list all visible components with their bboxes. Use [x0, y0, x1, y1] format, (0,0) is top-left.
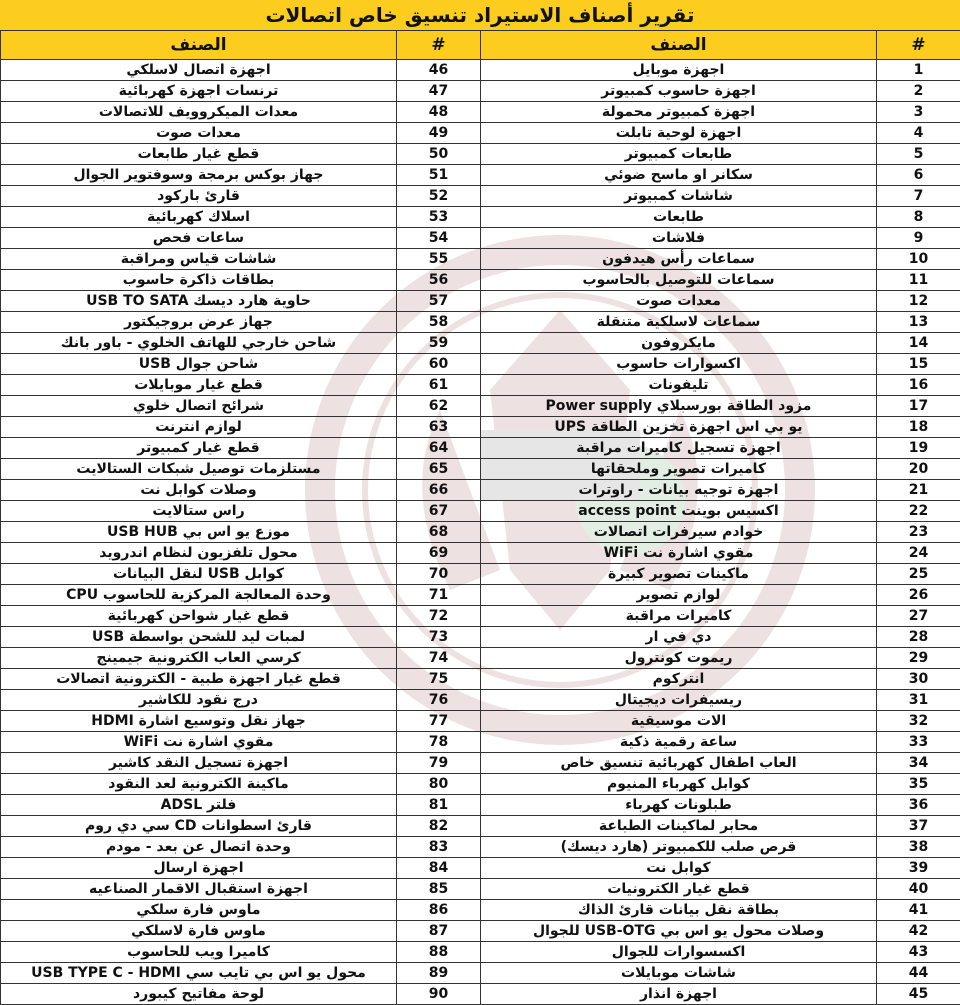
- row-item: اسلاك كهربائية: [1, 207, 397, 228]
- row-number: 23: [877, 522, 960, 543]
- row-number: 67: [397, 501, 481, 522]
- row-item: اجهزة كمبيوتر محمولة: [481, 102, 877, 123]
- row-number: 27: [877, 606, 960, 627]
- row-item: اجهزة لوحية تابلت: [481, 123, 877, 144]
- row-number: 78: [397, 732, 481, 753]
- row-item: قطع غيار كمبيوتر: [1, 438, 397, 459]
- row-item: معدات الميكروويف للاتصالات: [1, 102, 397, 123]
- row-item: موزع يو اس بي USB HUB: [1, 522, 397, 543]
- row-item: ريسيفرات ديجيتال: [481, 690, 877, 711]
- row-item: اجهزة استقبال الاقمار الصناعيه: [1, 879, 397, 900]
- row-number: 52: [397, 186, 481, 207]
- header-number-left: #: [397, 31, 481, 60]
- row-item: دي في ار: [481, 627, 877, 648]
- table-row: [1, 186, 960, 207]
- row-number: 47: [397, 81, 481, 102]
- row-item: قطع غيار موبايلات: [1, 375, 397, 396]
- row-number: 75: [397, 669, 481, 690]
- row-number: 69: [397, 543, 481, 564]
- row-number: 39: [877, 858, 960, 879]
- row-number: 21: [877, 480, 960, 501]
- row-item: لوحة مفاتيح كيبورد: [1, 984, 397, 1005]
- table-row: [1, 942, 960, 963]
- row-item: اجهزة انذار: [481, 984, 877, 1005]
- row-item: محابر لماكينات الطباعة: [481, 816, 877, 837]
- header-item-right: الصنف: [481, 31, 877, 60]
- row-number: 33: [877, 732, 960, 753]
- row-number: 4: [877, 123, 960, 144]
- row-number: 82: [397, 816, 481, 837]
- row-item: ماوس فارة لاسلكي: [1, 921, 397, 942]
- table-row: [1, 480, 960, 501]
- row-number: 25: [877, 564, 960, 585]
- row-item: قطع غيار طابعات: [1, 144, 397, 165]
- row-number: 65: [397, 459, 481, 480]
- row-number: 72: [397, 606, 481, 627]
- row-item: فلاشات: [481, 228, 877, 249]
- row-item: شاشات كمبيوتر: [481, 186, 877, 207]
- row-item: وصلات كوابل نت: [1, 480, 397, 501]
- row-number: 20: [877, 459, 960, 480]
- table-row: [1, 354, 960, 375]
- row-number: 2: [877, 81, 960, 102]
- row-item: معدات صوت: [481, 291, 877, 312]
- row-item: راس ستالايت: [1, 501, 397, 522]
- row-item: كاميرات مراقبة: [481, 606, 877, 627]
- row-item: محول يو اس بي تايب سي USB TYPE C - HDMI: [1, 963, 397, 984]
- row-item: اجهزة اتصال لاسلكي: [1, 60, 397, 81]
- report-title: تقرير أصناف الاستيراد تنسيق خاص اتصالات: [0, 0, 960, 31]
- row-item: كرسي العاب الكترونية جيمينج: [1, 648, 397, 669]
- row-item: معدات صوت: [1, 123, 397, 144]
- row-item: ماكينات تصوير كبيرة: [481, 564, 877, 585]
- row-number: 37: [877, 816, 960, 837]
- row-number: 90: [397, 984, 481, 1005]
- table-row: [1, 207, 960, 228]
- row-number: 89: [397, 963, 481, 984]
- row-number: 1: [877, 60, 960, 81]
- row-number: 70: [397, 564, 481, 585]
- table-row: [1, 270, 960, 291]
- row-item: قارئ اسطوانات CD سي دي روم: [1, 816, 397, 837]
- table-row: [1, 984, 960, 1005]
- row-item: لمبات ليد للشحن بواسطة USB: [1, 627, 397, 648]
- row-number: 79: [397, 753, 481, 774]
- row-number: 59: [397, 333, 481, 354]
- row-item: يو بي اس اجهزة تخزين الطاقة UPS: [481, 417, 877, 438]
- row-item: سماعات لاسلكية متنقلة: [481, 312, 877, 333]
- table-row: [1, 816, 960, 837]
- row-item: ساعات فحص: [1, 228, 397, 249]
- row-item: مايكروفون: [481, 333, 877, 354]
- row-item: قطع غيار الكترونيات: [481, 879, 877, 900]
- row-number: 48: [397, 102, 481, 123]
- table-row: [1, 165, 960, 186]
- row-number: 49: [397, 123, 481, 144]
- row-number: 22: [877, 501, 960, 522]
- table-row: [1, 795, 960, 816]
- row-number: 46: [397, 60, 481, 81]
- table-row: [1, 921, 960, 942]
- row-number: 58: [397, 312, 481, 333]
- row-number: 15: [877, 354, 960, 375]
- header-number-right: #: [877, 31, 960, 60]
- row-item: وحدة المعالجة المركزية للحاسوب CPU: [1, 585, 397, 606]
- row-item: شرائح اتصال خلوي: [1, 396, 397, 417]
- row-number: 68: [397, 522, 481, 543]
- row-number: 19: [877, 438, 960, 459]
- row-number: 88: [397, 942, 481, 963]
- row-item: اكسوارات حاسوب: [481, 354, 877, 375]
- row-number: 17: [877, 396, 960, 417]
- row-item: تليفونات: [481, 375, 877, 396]
- row-number: 40: [877, 879, 960, 900]
- row-number: 7: [877, 186, 960, 207]
- row-number: 5: [877, 144, 960, 165]
- row-number: 6: [877, 165, 960, 186]
- row-number: 55: [397, 249, 481, 270]
- table-row: [1, 564, 960, 585]
- row-number: 76: [397, 690, 481, 711]
- row-item: شاشات قياس ومراقبة: [1, 249, 397, 270]
- table-row: [1, 837, 960, 858]
- row-number: 51: [397, 165, 481, 186]
- row-number: 85: [397, 879, 481, 900]
- row-item: شاحن جوال USB: [1, 354, 397, 375]
- row-item: جهاز بوكس برمجة وسوفتوير الجوال: [1, 165, 397, 186]
- table-row: [1, 123, 960, 144]
- row-number: 31: [877, 690, 960, 711]
- row-number: 56: [397, 270, 481, 291]
- table-row: [1, 669, 960, 690]
- row-number: 43: [877, 942, 960, 963]
- row-number: 64: [397, 438, 481, 459]
- row-item: مستلزمات توصيل شبكات الستالايت: [1, 459, 397, 480]
- table-row: [1, 102, 960, 123]
- row-item: درج نقود للكاشير: [1, 690, 397, 711]
- row-number: 87: [397, 921, 481, 942]
- row-number: 34: [877, 753, 960, 774]
- row-item: سماعات للتوصيل بالحاسوب: [481, 270, 877, 291]
- row-item: بطاقات ذاكرة حاسوب: [1, 270, 397, 291]
- table-row: [1, 963, 960, 984]
- row-item: طابعات كمبيوتر: [481, 144, 877, 165]
- row-item: شاحن خارجي للهاتف الخلوي - باور بانك: [1, 333, 397, 354]
- row-number: 42: [877, 921, 960, 942]
- table-row: [1, 417, 960, 438]
- row-item: ماوس فارة سلكي: [1, 900, 397, 921]
- row-item: وصلات محول يو اس بي USB-OTG للجوال: [481, 921, 877, 942]
- row-item: لوازم انترنت: [1, 417, 397, 438]
- row-item: اكسيس بوينت access point: [481, 501, 877, 522]
- table-row: [1, 879, 960, 900]
- table-row: [1, 312, 960, 333]
- table-body: [1, 60, 960, 1005]
- row-number: 45: [877, 984, 960, 1005]
- row-item: اجهزة موبايل: [481, 60, 877, 81]
- row-number: 26: [877, 585, 960, 606]
- row-number: 41: [877, 900, 960, 921]
- table-row: [1, 690, 960, 711]
- row-number: 3: [877, 102, 960, 123]
- row-number: 57: [397, 291, 481, 312]
- row-item: الات موسيقية: [481, 711, 877, 732]
- row-number: 74: [397, 648, 481, 669]
- row-number: 28: [877, 627, 960, 648]
- table-row: [1, 900, 960, 921]
- table-row: [1, 522, 960, 543]
- row-number: 18: [877, 417, 960, 438]
- row-number: 77: [397, 711, 481, 732]
- row-item: كوابل USB لنقل البيانات: [1, 564, 397, 585]
- row-item: كوابل نت: [481, 858, 877, 879]
- table-row: [1, 144, 960, 165]
- row-item: اجهزة توجيه بيانات - راوترات: [481, 480, 877, 501]
- row-item: طابعات: [481, 207, 877, 228]
- row-number: 24: [877, 543, 960, 564]
- row-number: 13: [877, 312, 960, 333]
- table-row: [1, 291, 960, 312]
- row-item: مقوي اشارة نت WiFi: [1, 732, 397, 753]
- row-item: محول تلفزيون لنظام اندرويد: [1, 543, 397, 564]
- table-row: [1, 627, 960, 648]
- table-row: [1, 732, 960, 753]
- row-number: 35: [877, 774, 960, 795]
- table-row: [1, 501, 960, 522]
- row-item: انتركوم: [481, 669, 877, 690]
- row-item: اجهزة تسجيل النقد كاشير: [1, 753, 397, 774]
- row-number: 9: [877, 228, 960, 249]
- row-item: كاميرا ويب للحاسوب: [1, 942, 397, 963]
- row-number: 10: [877, 249, 960, 270]
- row-number: 30: [877, 669, 960, 690]
- table-row: [1, 396, 960, 417]
- row-number: 50: [397, 144, 481, 165]
- row-item: خوادم سيرفرات اتصالات: [481, 522, 877, 543]
- table-row: [1, 81, 960, 102]
- row-number: 81: [397, 795, 481, 816]
- table-row: [1, 60, 960, 81]
- row-item: لوازم تصوير: [481, 585, 877, 606]
- header-item-left: الصنف: [1, 31, 397, 60]
- table-row: [1, 375, 960, 396]
- row-number: 73: [397, 627, 481, 648]
- table-row: [1, 228, 960, 249]
- table-row: [1, 774, 960, 795]
- row-item: بطاقة نقل بيانات قارئ الذاك: [481, 900, 877, 921]
- table-header-row: [1, 31, 960, 60]
- row-number: 44: [877, 963, 960, 984]
- row-number: 66: [397, 480, 481, 501]
- row-number: 60: [397, 354, 481, 375]
- row-item: اجهزة تسجيل كاميرات مراقبة: [481, 438, 877, 459]
- row-number: 14: [877, 333, 960, 354]
- row-number: 61: [397, 375, 481, 396]
- row-item: اكسسوارات للجوال: [481, 942, 877, 963]
- table-row: [1, 648, 960, 669]
- row-item: اجهزة ارسال: [1, 858, 397, 879]
- row-item: سماعات رأس هيدفون: [481, 249, 877, 270]
- table-row: [1, 585, 960, 606]
- row-item: فلتر ADSL: [1, 795, 397, 816]
- row-number: 80: [397, 774, 481, 795]
- row-item: ريموت كونترول: [481, 648, 877, 669]
- row-number: 16: [877, 375, 960, 396]
- row-number: 86: [397, 900, 481, 921]
- row-item: كوابل كهرباء المنيوم: [481, 774, 877, 795]
- row-item: ساعة رقمية ذكية: [481, 732, 877, 753]
- row-item: مقوي اشارة نت WiFi: [481, 543, 877, 564]
- table-row: [1, 543, 960, 564]
- row-item: ماكينة الكترونية لعد النقود: [1, 774, 397, 795]
- table-row: [1, 249, 960, 270]
- import-items-table: [0, 30, 960, 1005]
- table-row: [1, 606, 960, 627]
- row-item: مزود الطاقة بورسبلاي Power supply: [481, 396, 877, 417]
- row-item: كاميرات تصوير وملحقاتها: [481, 459, 877, 480]
- table-row: [1, 858, 960, 879]
- row-number: 83: [397, 837, 481, 858]
- table-row: [1, 711, 960, 732]
- row-number: 12: [877, 291, 960, 312]
- table-row: [1, 753, 960, 774]
- row-item: قطع غيار شواحن كهربائية: [1, 606, 397, 627]
- row-number: 36: [877, 795, 960, 816]
- row-item: ترنسات اجهزة كهربائية: [1, 81, 397, 102]
- row-number: 84: [397, 858, 481, 879]
- row-item: اجهزة حاسوب كمبيوتر: [481, 81, 877, 102]
- row-number: 71: [397, 585, 481, 606]
- row-number: 8: [877, 207, 960, 228]
- row-item: جهاز نقل وتوسيع اشارة HDMI: [1, 711, 397, 732]
- row-number: 54: [397, 228, 481, 249]
- row-number: 11: [877, 270, 960, 291]
- table-row: [1, 438, 960, 459]
- row-number: 32: [877, 711, 960, 732]
- row-item: حاوية هارد ديسك USB TO SATA: [1, 291, 397, 312]
- row-number: 38: [877, 837, 960, 858]
- row-item: وحدة اتصال عن بعد - مودم: [1, 837, 397, 858]
- row-number: 53: [397, 207, 481, 228]
- table-row: [1, 459, 960, 480]
- row-item: سكانر او ماسح ضوئي: [481, 165, 877, 186]
- row-number: 62: [397, 396, 481, 417]
- row-number: 63: [397, 417, 481, 438]
- row-item: العاب اطفال كهربائية تنسيق خاص: [481, 753, 877, 774]
- row-item: قارئ باركود: [1, 186, 397, 207]
- row-number: 29: [877, 648, 960, 669]
- table-row: [1, 333, 960, 354]
- row-item: قرص صلب للكمبيوتر (هارد ديسك): [481, 837, 877, 858]
- row-item: طبلونات كهرباء: [481, 795, 877, 816]
- row-item: جهاز عرض بروجيكتور: [1, 312, 397, 333]
- row-item: شاشات موبايلات: [481, 963, 877, 984]
- row-item: قطع غيار اجهزة طبية - الكترونية اتصالات: [1, 669, 397, 690]
